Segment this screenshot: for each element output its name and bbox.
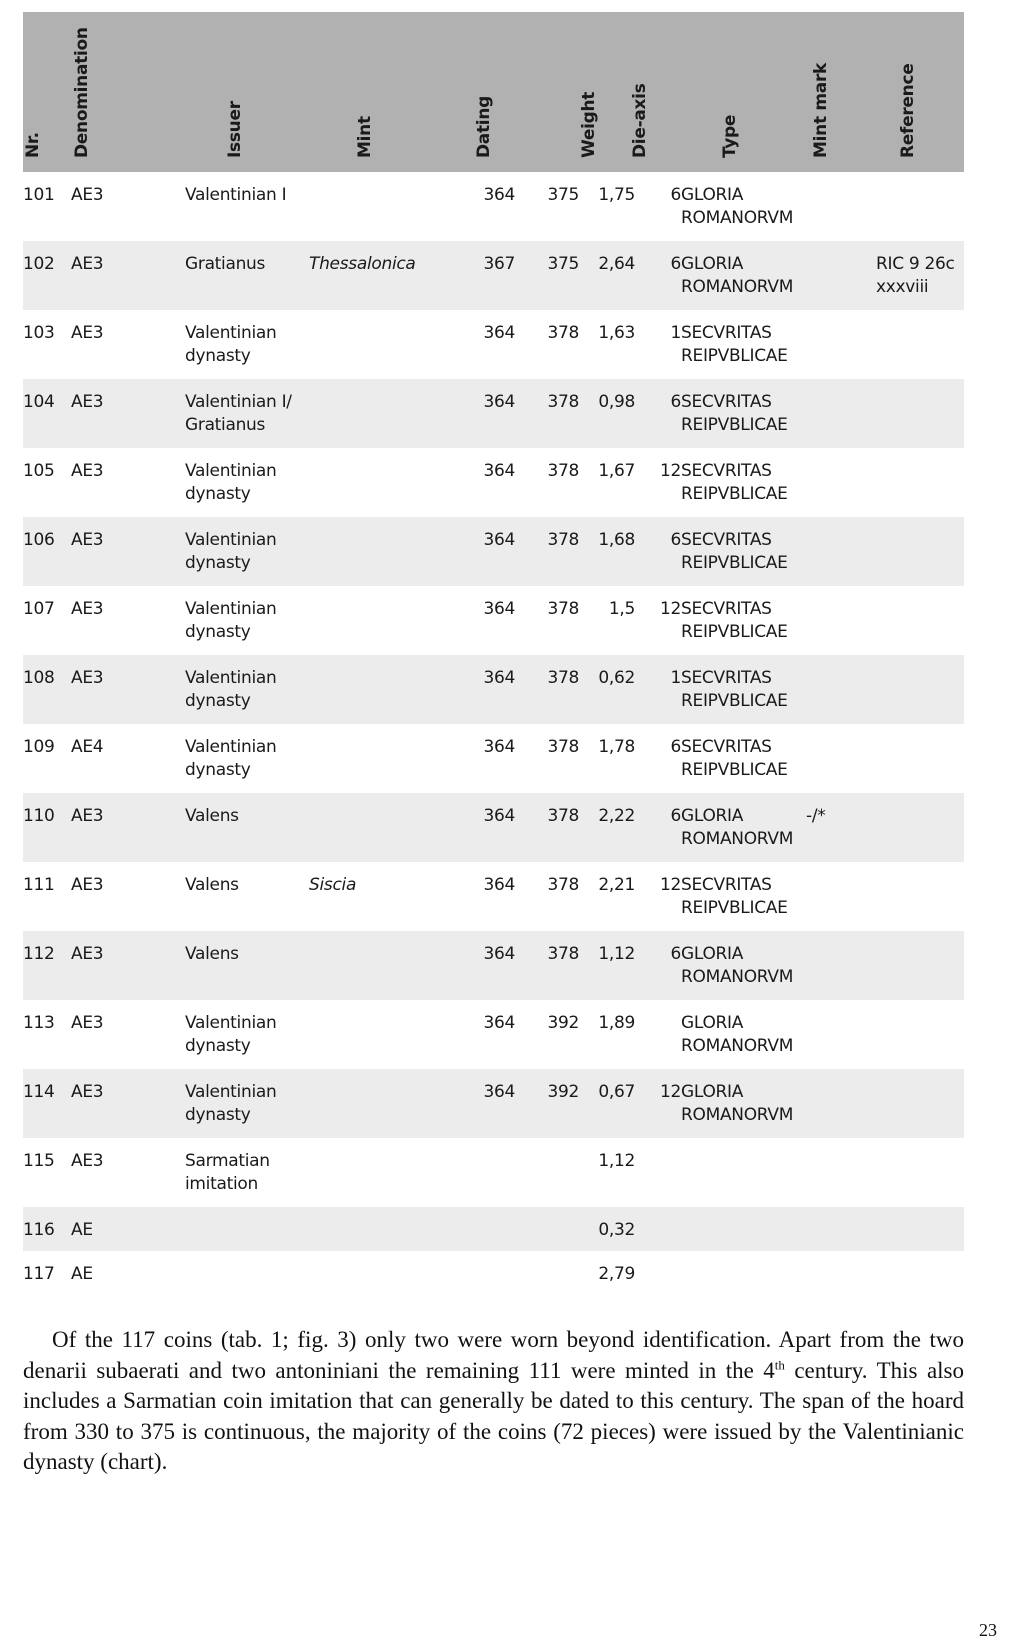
- cell-die-axis: 12: [659, 875, 681, 895]
- table-header-row: [23, 12, 964, 172]
- cell-mint-mark: [806, 1207, 876, 1251]
- cell-nr: 117: [23, 1264, 55, 1284]
- coin-table-container: [23, 12, 964, 1295]
- cell-nr: 106: [23, 530, 55, 550]
- cell-reference: [876, 931, 964, 1000]
- cell-nr: 108: [23, 668, 55, 688]
- cell-mint: [309, 586, 452, 655]
- cell-mint: [309, 517, 452, 586]
- cell-die-axis: 6: [670, 944, 681, 964]
- cell-type: SECVRITAS REIPVBLICAE: [681, 530, 788, 573]
- cell-mint: Thessalonica: [309, 254, 416, 274]
- cell-reference: [876, 1000, 964, 1069]
- cell-issuer: Valentinian dynasty: [185, 530, 277, 573]
- table-row: [23, 1207, 964, 1251]
- table-row: [23, 241, 964, 310]
- header-dating: Dating: [473, 95, 494, 158]
- cell-nr: 101: [23, 185, 55, 205]
- cell-dating-to: 378: [547, 806, 579, 826]
- cell-reference: [876, 1251, 964, 1295]
- cell-dating-from: 364: [483, 599, 515, 619]
- cell-weight: 1,63: [598, 323, 635, 343]
- cell-die-axis: [635, 1000, 681, 1069]
- cell-nr: 112: [23, 944, 55, 964]
- cell-dating-to: 378: [547, 668, 579, 688]
- header-die-axis: Die-axis: [630, 83, 650, 158]
- cell-dating-from: 364: [483, 875, 515, 895]
- cell-mint-mark: [806, 1069, 876, 1138]
- cell-issuer: Valentinian dynasty: [185, 323, 277, 366]
- cell-dating-to: 378: [547, 392, 579, 412]
- cell-reference: [876, 448, 964, 517]
- cell-dating-from: 364: [483, 1013, 515, 1033]
- cell-mint-mark: [806, 379, 876, 448]
- table-row: [23, 310, 964, 379]
- cell-dating-from: 364: [483, 737, 515, 757]
- cell-issuer: Valens: [185, 806, 239, 826]
- cell-die-axis: 12: [659, 461, 681, 481]
- cell-die-axis: 6: [670, 806, 681, 826]
- cell-mint: [309, 1000, 452, 1069]
- cell-die-axis: [635, 1138, 681, 1207]
- cell-mint-mark: [806, 931, 876, 1000]
- cell-nr: 116: [23, 1220, 55, 1240]
- cell-dating-to: 392: [547, 1082, 579, 1102]
- table-row: [23, 1138, 964, 1207]
- cell-nr: 105: [23, 461, 55, 481]
- paragraph-text-part1: Of the 117 coins (tab. 1; fig. 3) only two were worn beyond identification. Apart from the two denarii subaerati and two antoniniani the remaining 111 were minted in the 4: [23, 1327, 964, 1383]
- cell-denomination: AE3: [71, 254, 104, 274]
- cell-type: SECVRITAS REIPVBLICAE: [681, 392, 788, 435]
- cell-dating-to: [515, 1251, 579, 1295]
- cell-dating-from: [452, 1207, 515, 1251]
- cell-mint: [309, 448, 452, 517]
- cell-denomination: AE3: [71, 806, 104, 826]
- cell-die-axis: [635, 1207, 681, 1251]
- cell-dating-from: 364: [483, 668, 515, 688]
- cell-type: GLORIA ROMANORVM: [681, 944, 794, 987]
- cell-reference: [876, 586, 964, 655]
- cell-mint-mark: [806, 241, 876, 310]
- cell-denomination: AE3: [71, 1151, 104, 1171]
- cell-mint-mark: [806, 1000, 876, 1069]
- cell-weight: 2,22: [598, 806, 635, 826]
- cell-mint-mark: [806, 655, 876, 724]
- cell-weight: 2,21: [598, 875, 635, 895]
- cell-nr: 114: [23, 1082, 55, 1102]
- cell-die-axis: 6: [670, 392, 681, 412]
- cell-denomination: AE3: [71, 1082, 104, 1102]
- cell-mint: Siscia: [309, 875, 357, 895]
- cell-mint-mark: [806, 172, 876, 241]
- cell-denomination: AE3: [71, 185, 104, 205]
- cell-dating-from: [452, 1138, 515, 1207]
- cell-mint: [309, 793, 452, 862]
- cell-issuer: Valentinian dynasty: [185, 1013, 277, 1056]
- cell-mint-mark: [806, 724, 876, 793]
- cell-reference: RIC 9 26c xxxviii: [876, 254, 955, 297]
- cell-die-axis: 1: [670, 668, 681, 688]
- cell-weight: 1,68: [598, 530, 635, 550]
- cell-reference: [876, 517, 964, 586]
- cell-dating-to: [515, 1207, 579, 1251]
- table-row: [23, 862, 964, 931]
- table-row: [23, 931, 964, 1000]
- body-paragraph: [23, 1325, 964, 1478]
- cell-weight: 2,64: [598, 254, 635, 274]
- cell-issuer: [185, 1251, 309, 1295]
- cell-issuer: Valentinian dynasty: [185, 599, 277, 642]
- cell-reference: [876, 1207, 964, 1251]
- cell-issuer: Gratianus: [185, 254, 266, 274]
- cell-dating-from: 364: [483, 530, 515, 550]
- cell-die-axis: 6: [670, 737, 681, 757]
- cell-nr: 110: [23, 806, 55, 826]
- cell-denomination: AE3: [71, 1013, 104, 1033]
- cell-denomination: AE4: [71, 737, 104, 757]
- cell-denomination: AE: [71, 1220, 93, 1240]
- cell-issuer: Sarmatian imitation: [185, 1151, 270, 1194]
- table-row: [23, 1251, 964, 1295]
- cell-denomination: AE3: [71, 875, 104, 895]
- cell-dating-to: 378: [547, 944, 579, 964]
- cell-dating-from: 364: [483, 392, 515, 412]
- cell-issuer: Valentinian I/ Gratianus: [185, 392, 292, 435]
- cell-mint-mark: [806, 1251, 876, 1295]
- cell-nr: 107: [23, 599, 55, 619]
- cell-issuer: Valentinian dynasty: [185, 737, 277, 780]
- cell-issuer: Valens: [185, 875, 239, 895]
- cell-dating-from: [452, 1251, 515, 1295]
- cell-weight: 1,78: [598, 737, 635, 757]
- cell-type: GLORIA ROMANORVM: [681, 254, 794, 297]
- cell-issuer: Valentinian I: [185, 185, 287, 205]
- cell-reference: [876, 862, 964, 931]
- cell-weight: 1,89: [598, 1013, 635, 1033]
- cell-type: GLORIA ROMANORVM: [681, 185, 794, 228]
- cell-dating-to: [515, 1138, 579, 1207]
- cell-type: SECVRITAS REIPVBLICAE: [681, 737, 788, 780]
- cell-denomination: AE3: [71, 323, 104, 343]
- cell-mint-mark: -/*: [806, 806, 826, 826]
- cell-weight: 2,79: [598, 1264, 635, 1284]
- cell-nr: 109: [23, 737, 55, 757]
- ordinal-superscript: th: [774, 1356, 785, 1372]
- table-body: [23, 172, 964, 1295]
- cell-weight: 1,5: [608, 599, 635, 619]
- cell-issuer: Valentinian dynasty: [185, 461, 277, 504]
- table-row: [23, 1069, 964, 1138]
- cell-issuer: Valens: [185, 944, 239, 964]
- cell-dating-from: 364: [483, 185, 515, 205]
- cell-weight: 1,67: [598, 461, 635, 481]
- cell-mint: [309, 724, 452, 793]
- cell-denomination: AE3: [71, 461, 104, 481]
- cell-mint: [309, 1207, 452, 1251]
- cell-mint-mark: [806, 1138, 876, 1207]
- cell-reference: [876, 793, 964, 862]
- table-row: [23, 172, 964, 241]
- cell-type: [681, 1207, 806, 1251]
- cell-reference: [876, 655, 964, 724]
- cell-type: [681, 1251, 806, 1295]
- cell-die-axis: [635, 1251, 681, 1295]
- cell-mint: [309, 1251, 452, 1295]
- cell-dating-to: 392: [547, 1013, 579, 1033]
- cell-dating-from: 364: [483, 944, 515, 964]
- cell-mint-mark: [806, 586, 876, 655]
- cell-type: SECVRITAS REIPVBLICAE: [681, 461, 788, 504]
- cell-dating-from: 364: [483, 461, 515, 481]
- cell-reference: [876, 172, 964, 241]
- cell-die-axis: 6: [670, 254, 681, 274]
- cell-mint: [309, 931, 452, 1000]
- cell-nr: 104: [23, 392, 55, 412]
- cell-mint: [309, 172, 452, 241]
- cell-nr: 113: [23, 1013, 55, 1033]
- cell-weight: 1,12: [598, 1151, 635, 1171]
- table-row: [23, 517, 964, 586]
- cell-issuer: Valentinian dynasty: [185, 668, 277, 711]
- cell-dating-to: 378: [547, 323, 579, 343]
- cell-mint: [309, 655, 452, 724]
- cell-denomination: AE3: [71, 530, 104, 550]
- cell-dating-to: 375: [547, 254, 579, 274]
- cell-reference: [876, 379, 964, 448]
- cell-dating-from: 367: [483, 254, 515, 274]
- cell-type: SECVRITAS REIPVBLICAE: [681, 668, 788, 711]
- cell-nr: 102: [23, 254, 55, 274]
- cell-type: GLORIA ROMANORVM: [681, 1082, 794, 1125]
- cell-dating-to: 378: [547, 737, 579, 757]
- cell-weight: 0,32: [598, 1220, 635, 1240]
- cell-mint: [309, 1069, 452, 1138]
- cell-weight: 1,75: [598, 185, 635, 205]
- table-row: [23, 448, 964, 517]
- table-row: [23, 379, 964, 448]
- coin-table: [23, 12, 964, 1295]
- cell-mint: [309, 1138, 452, 1207]
- table-row: [23, 724, 964, 793]
- cell-type: GLORIA ROMANORVM: [681, 806, 794, 849]
- header-type: Type: [719, 114, 740, 158]
- cell-mint: [309, 379, 452, 448]
- cell-issuer: [185, 1207, 309, 1251]
- cell-reference: [876, 1069, 964, 1138]
- cell-dating-to: 378: [547, 599, 579, 619]
- cell-nr: 103: [23, 323, 55, 343]
- header-issuer: Issuer: [225, 101, 245, 158]
- cell-die-axis: 6: [670, 530, 681, 550]
- cell-mint-mark: [806, 862, 876, 931]
- cell-denomination: AE: [71, 1264, 93, 1284]
- cell-weight: 0,98: [598, 392, 635, 412]
- cell-denomination: AE3: [71, 599, 104, 619]
- cell-issuer: Valentinian dynasty: [185, 1082, 277, 1125]
- cell-weight: 1,12: [598, 944, 635, 964]
- cell-dating-to: 378: [547, 530, 579, 550]
- table-row: [23, 793, 964, 862]
- cell-reference: [876, 724, 964, 793]
- header-nr: Nr.: [23, 132, 43, 158]
- header-denomination: Denomination: [72, 27, 92, 158]
- cell-dating-from: 364: [483, 806, 515, 826]
- cell-reference: [876, 310, 964, 379]
- cell-die-axis: 12: [659, 1082, 681, 1102]
- header-reference: Reference: [898, 63, 918, 158]
- cell-type: SECVRITAS REIPVBLICAE: [681, 323, 788, 366]
- cell-type: [681, 1138, 806, 1207]
- cell-weight: 0,67: [598, 1082, 635, 1102]
- table-row: [23, 655, 964, 724]
- cell-type: SECVRITAS REIPVBLICAE: [681, 875, 788, 918]
- cell-mint-mark: [806, 517, 876, 586]
- cell-weight: 0,62: [598, 668, 635, 688]
- cell-reference: [876, 1138, 964, 1207]
- cell-mint-mark: [806, 448, 876, 517]
- cell-dating-to: 378: [547, 875, 579, 895]
- cell-dating-from: 364: [483, 323, 515, 343]
- cell-nr: 111: [23, 875, 55, 895]
- cell-dating-to: 378: [547, 461, 579, 481]
- cell-denomination: AE3: [71, 668, 104, 688]
- cell-die-axis: 1: [670, 323, 681, 343]
- cell-nr: 115: [23, 1151, 55, 1171]
- cell-mint: [309, 310, 452, 379]
- table-row: [23, 586, 964, 655]
- cell-dating-to: 375: [547, 185, 579, 205]
- page-number: 23: [979, 1620, 997, 1640]
- cell-mint-mark: [806, 310, 876, 379]
- header-mint: Mint: [354, 116, 375, 158]
- cell-denomination: AE3: [71, 944, 104, 964]
- header-mint-mark: Mint mark: [811, 62, 831, 158]
- cell-die-axis: 6: [670, 185, 681, 205]
- cell-denomination: AE3: [71, 392, 104, 412]
- cell-type: GLORIA ROMANORVM: [681, 1013, 794, 1056]
- table-row: [23, 1000, 964, 1069]
- header-weight: Weight: [579, 91, 599, 158]
- cell-die-axis: 12: [659, 599, 681, 619]
- cell-type: SECVRITAS REIPVBLICAE: [681, 599, 788, 642]
- cell-dating-from: 364: [483, 1082, 515, 1102]
- paragraph-text-part2: century. This also includes a Sarmatian coin imitation that can generally be dated to this century. The span of the hoard from 330 to 375 is continuous, the majority of the coins (72 pieces) were issued by the Valentinianic dynasty (chart).: [23, 1357, 964, 1474]
